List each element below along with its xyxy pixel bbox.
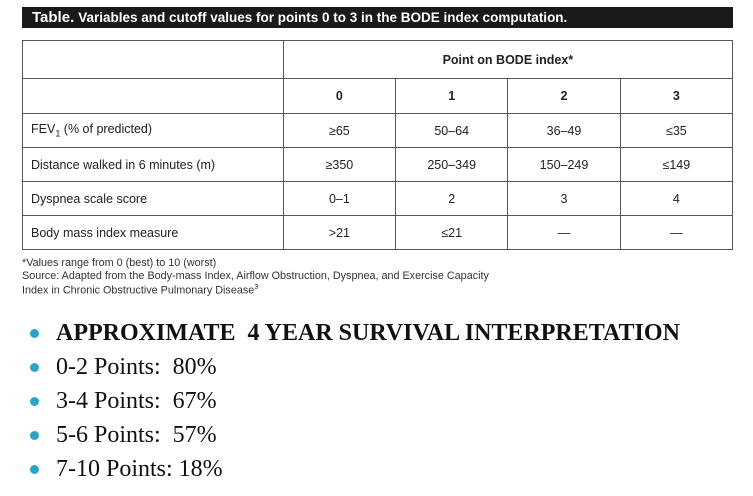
list-item [30, 352, 680, 386]
interpretation-heading-text: APPROXIMATE 4 YEAR SURVIVAL INTERPRETATION [56, 320, 680, 346]
variable-label: Dyspnea scale score [23, 182, 284, 216]
variable-fev: FEV [31, 122, 56, 137]
list-item-text: 3-4 Points: 67% [56, 388, 217, 414]
table-cell: ≥350 [283, 148, 395, 182]
survival-interpretation-list [30, 318, 680, 488]
table-cell: 0–1 [283, 182, 395, 216]
list-item [30, 386, 680, 420]
column-header-1: 1 [396, 79, 508, 114]
table-corner-cell [23, 41, 284, 79]
variable-fev-rest: (% of predicted) [60, 122, 153, 137]
table-row [23, 182, 733, 216]
table-title-lead: Table. [32, 9, 75, 26]
table-cell: ≤35 [620, 114, 732, 148]
table-title [22, 7, 733, 28]
bullet-icon [30, 431, 39, 440]
bullet-icon [30, 465, 39, 474]
list-item-text: 0-2 Points: 80% [56, 354, 217, 380]
list-item [30, 420, 680, 454]
footnote-ref-mark: 3 [254, 284, 259, 291]
interpretation-heading [30, 318, 680, 352]
column-header-2: 2 [508, 79, 620, 114]
footnote-values-range: *Values range from 0 (best) to 10 (worst) [22, 257, 217, 269]
variable-label: Distance walked in 6 minutes (m) [23, 148, 284, 182]
column-header-0: 0 [283, 79, 395, 114]
table-group-header-row [23, 41, 733, 79]
table-cell: 36–49 [508, 114, 620, 148]
table-column-header-row [23, 79, 733, 114]
table-cell: 250–349 [396, 148, 508, 182]
variable-fev-sub: 1 [55, 128, 61, 139]
bode-table [22, 40, 733, 250]
table-cell: ≥65 [283, 114, 395, 148]
bullet-icon [30, 363, 39, 372]
list-item [30, 454, 680, 488]
column-header-3: 3 [620, 79, 732, 114]
table-row [23, 114, 733, 148]
table-cell: 3 [508, 182, 620, 216]
footnote-source-cont [22, 282, 733, 297]
bullet-icon [30, 397, 39, 406]
table-footnote [22, 257, 733, 297]
table-corner-cell [23, 79, 284, 114]
bullet-icon [30, 329, 39, 338]
table-cell: ≤21 [396, 216, 508, 250]
table-cell: 50–64 [396, 114, 508, 148]
table-cell: — [508, 216, 620, 250]
table-cell: — [620, 216, 732, 250]
footnote-source: Source: Adapted from the Body-mass Index, Airflow Obstruction, Dyspnea, and Exercise Capacity [22, 269, 489, 282]
table-cell: >21 [283, 216, 395, 250]
variable-label [23, 114, 284, 148]
table-row [23, 216, 733, 250]
table-cell: 150–249 [508, 148, 620, 182]
table-cell: 2 [396, 182, 508, 216]
list-item-text: 7-10 Points: 18% [56, 456, 223, 482]
table-cell: 4 [620, 182, 732, 216]
table-row [23, 148, 733, 182]
table-cell: ≤149 [620, 148, 732, 182]
variable-label: Body mass index measure [23, 216, 284, 250]
group-header: Point on BODE index* [283, 41, 732, 79]
footnote-source-title: Index in Chronic Obstructive Pulmonary Disease [22, 284, 255, 297]
table-title-text: Variables and cutoff values for points 0 to 3 in the BODE index computation. [78, 10, 568, 25]
list-item-text: 5-6 Points: 57% [56, 422, 217, 448]
